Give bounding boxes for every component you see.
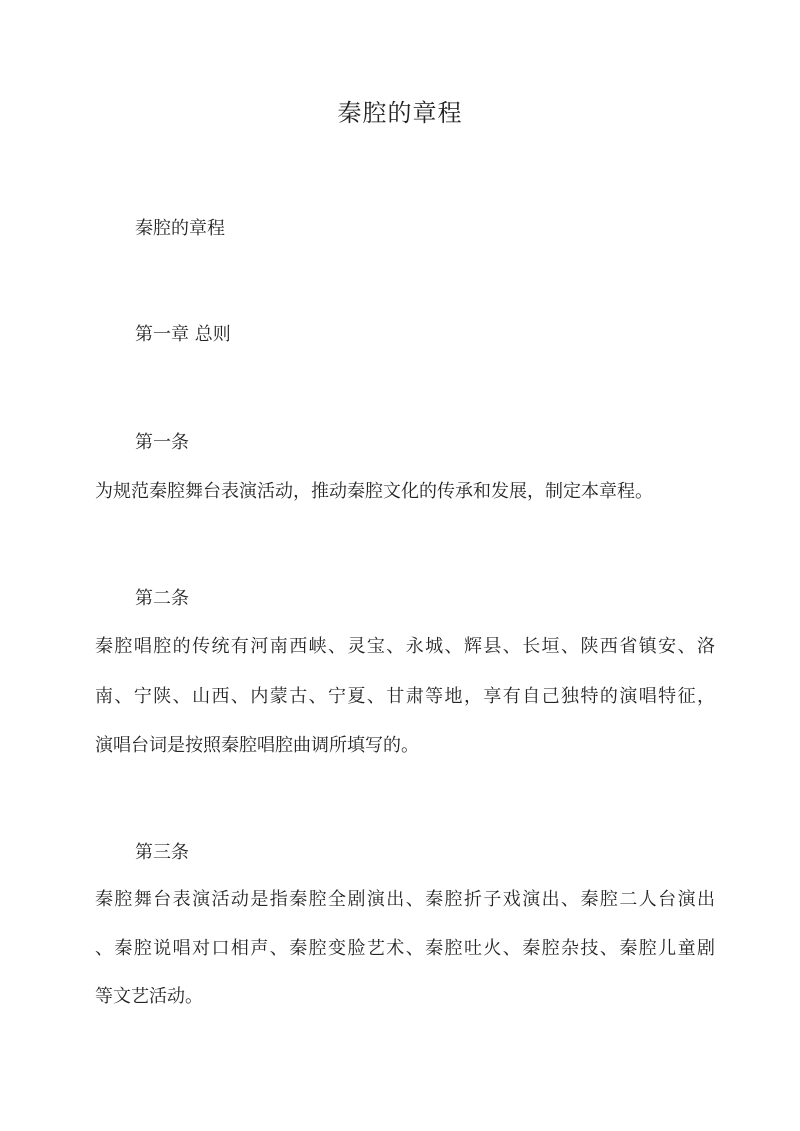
article-2-heading: 第二条 [135, 588, 189, 609]
article-3-heading: 第三条 [135, 842, 189, 863]
article-3-line-1: 秦腔舞台表演活动是指秦腔全剧演出、秦腔折子戏演出、秦腔二人台演出 [95, 889, 715, 910]
chapter-heading: 第一章 总则 [135, 324, 231, 345]
article-2-line-1: 秦腔唱腔的传统有河南西峡、灵宝、永城、辉县、长垣、陕西省镇安、洛 [95, 636, 715, 657]
article-2-line-2: 南、宁陕、山西、内蒙古、宁夏、甘肃等地，享有自己独特的演唱特征， [95, 686, 715, 707]
article-1-heading: 第一条 [135, 432, 189, 453]
article-2-line-3: 演唱台词是按照秦腔唱腔曲调所填写的。 [95, 735, 419, 756]
document-subtitle: 秦腔的章程 [135, 218, 225, 239]
article-3-line-3: 等文艺活动。 [95, 986, 203, 1007]
article-1-line-1: 为规范秦腔舞台表演活动，推动秦腔文化的传承和发展，制定本章程。 [95, 481, 653, 502]
document-title: 秦腔的章程 [337, 99, 463, 127]
article-3-line-2: 、秦腔说唱对口相声、秦腔变脸艺术、秦腔吐火、秦腔杂技、秦腔儿童剧 [95, 938, 715, 959]
